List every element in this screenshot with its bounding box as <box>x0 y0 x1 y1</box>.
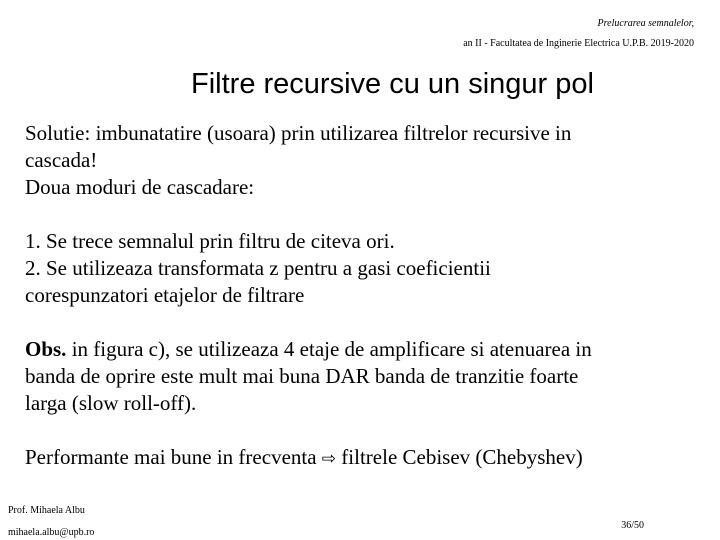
perf-text: filtrele Cebisev (Chebyshev) <box>336 445 583 469</box>
body-line: Doua moduri de cascadare: <box>25 175 255 199</box>
obs-line: banda de oprire este mult mai buna DAR banda de tranzitie foarte <box>25 364 579 388</box>
slide-body <box>25 120 705 473</box>
list-item-2: 2. Se utilizeaza transformata z pentru a gasi coeficientii <box>25 256 491 280</box>
performance-line <box>25 444 705 473</box>
header-faculty: an II - Facultatea de Inginerie Electrica U.P.B. 2019-2020 <box>463 38 694 49</box>
page-number: 36/50 <box>621 520 644 531</box>
body-line: Solutie: imbunatatire (usoara) prin utilizarea filtrelor recursive in <box>25 121 572 145</box>
body-line: cascada! <box>25 148 98 172</box>
obs-text: in figura c), se utilizeaza 4 etaje de amplificare si atenuarea in <box>66 337 592 361</box>
footer-author: Prof. Mihaela Albu <box>8 505 85 516</box>
footer-email: mihaela.albu@upb.ro <box>8 527 95 538</box>
obs-label: Obs. <box>25 337 67 361</box>
obs-line <box>25 336 705 363</box>
obs-line: larga (slow roll-off). <box>25 391 197 415</box>
perf-text: Performante mai bune in frecventa <box>25 445 322 469</box>
list-item-1: 1. Se trece semnalul prin filtru de citeva ori. <box>25 229 395 253</box>
list-item-2-cont: corespunzatori etajelor de filtrare <box>25 283 305 307</box>
slide-title: Filtre recursive cu un singur pol <box>191 68 594 100</box>
right-arrow-icon: ⇨ <box>321 449 337 469</box>
header-course: Prelucrarea semnalelor, <box>597 18 694 29</box>
